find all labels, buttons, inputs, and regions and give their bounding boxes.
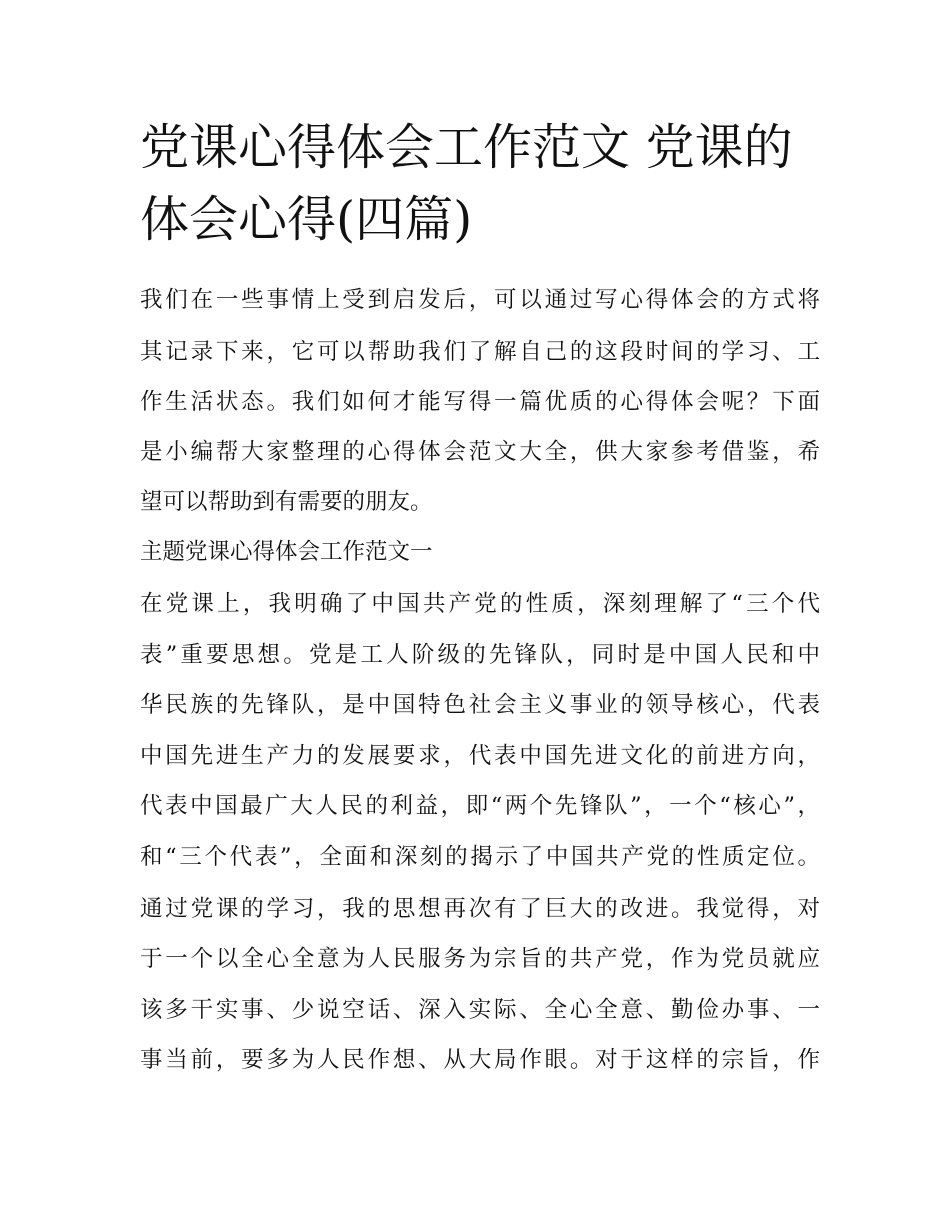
section-heading: 主题党课心得体会工作范文一 — [140, 539, 433, 565]
intro-line-5: 望可以帮助到有需要的朋友。 — [140, 489, 433, 515]
document-title-line-2: 体会心得(四篇) — [140, 191, 473, 248]
body-line-3: 华民族的先锋队，是中国特色社会主义事业的领导核心，代表 — [140, 692, 820, 718]
intro-line-4: 是小编帮大家整理的心得体会范文大全，供大家参考借鉴，希 — [140, 439, 820, 465]
body-line-7: 通过党课的学习，我的思想再次有了巨大的改进。我觉得，对 — [140, 896, 820, 922]
intro-line-2: 其记录下来，它可以帮助我们了解自己的这段时间的学习、工 — [140, 339, 820, 365]
body-line-5: 代表中国最广大人民的利益，即“两个先锋队”，一个“核心”， — [140, 793, 820, 819]
intro-line-1: 我们在一些事情上受到启发后，可以通过写心得体会的方式将 — [140, 287, 820, 313]
body-line-4: 中国先进生产力的发展要求，代表中国先进文化的前进方向， — [140, 743, 820, 769]
document-title-line-1: 党课心得体会工作范文 党课的 — [140, 119, 793, 176]
body-line-10: 事当前，要多为人民作想、从大局作眼。对于这样的宗旨，作 — [140, 1047, 820, 1073]
body-line-2: 表”重要思想。党是工人阶级的先锋队，同时是中国人民和中 — [140, 642, 820, 668]
body-line-1: 在党课上，我明确了中国共产党的性质，深刻理解了“三个代 — [140, 591, 820, 617]
body-line-8: 于一个以全心全意为人民服务为宗旨的共产党，作为党员就应 — [140, 946, 820, 972]
intro-line-3: 作生活状态。我们如何才能写得一篇优质的心得体会呢？下面 — [140, 389, 820, 415]
body-line-6: 和“三个代表”，全面和深刻的揭示了中国共产党的性质定位。 — [140, 844, 820, 870]
body-line-9: 该多干实事、少说空话、深入实际、全心全意、勤俭办事、一 — [140, 997, 820, 1023]
